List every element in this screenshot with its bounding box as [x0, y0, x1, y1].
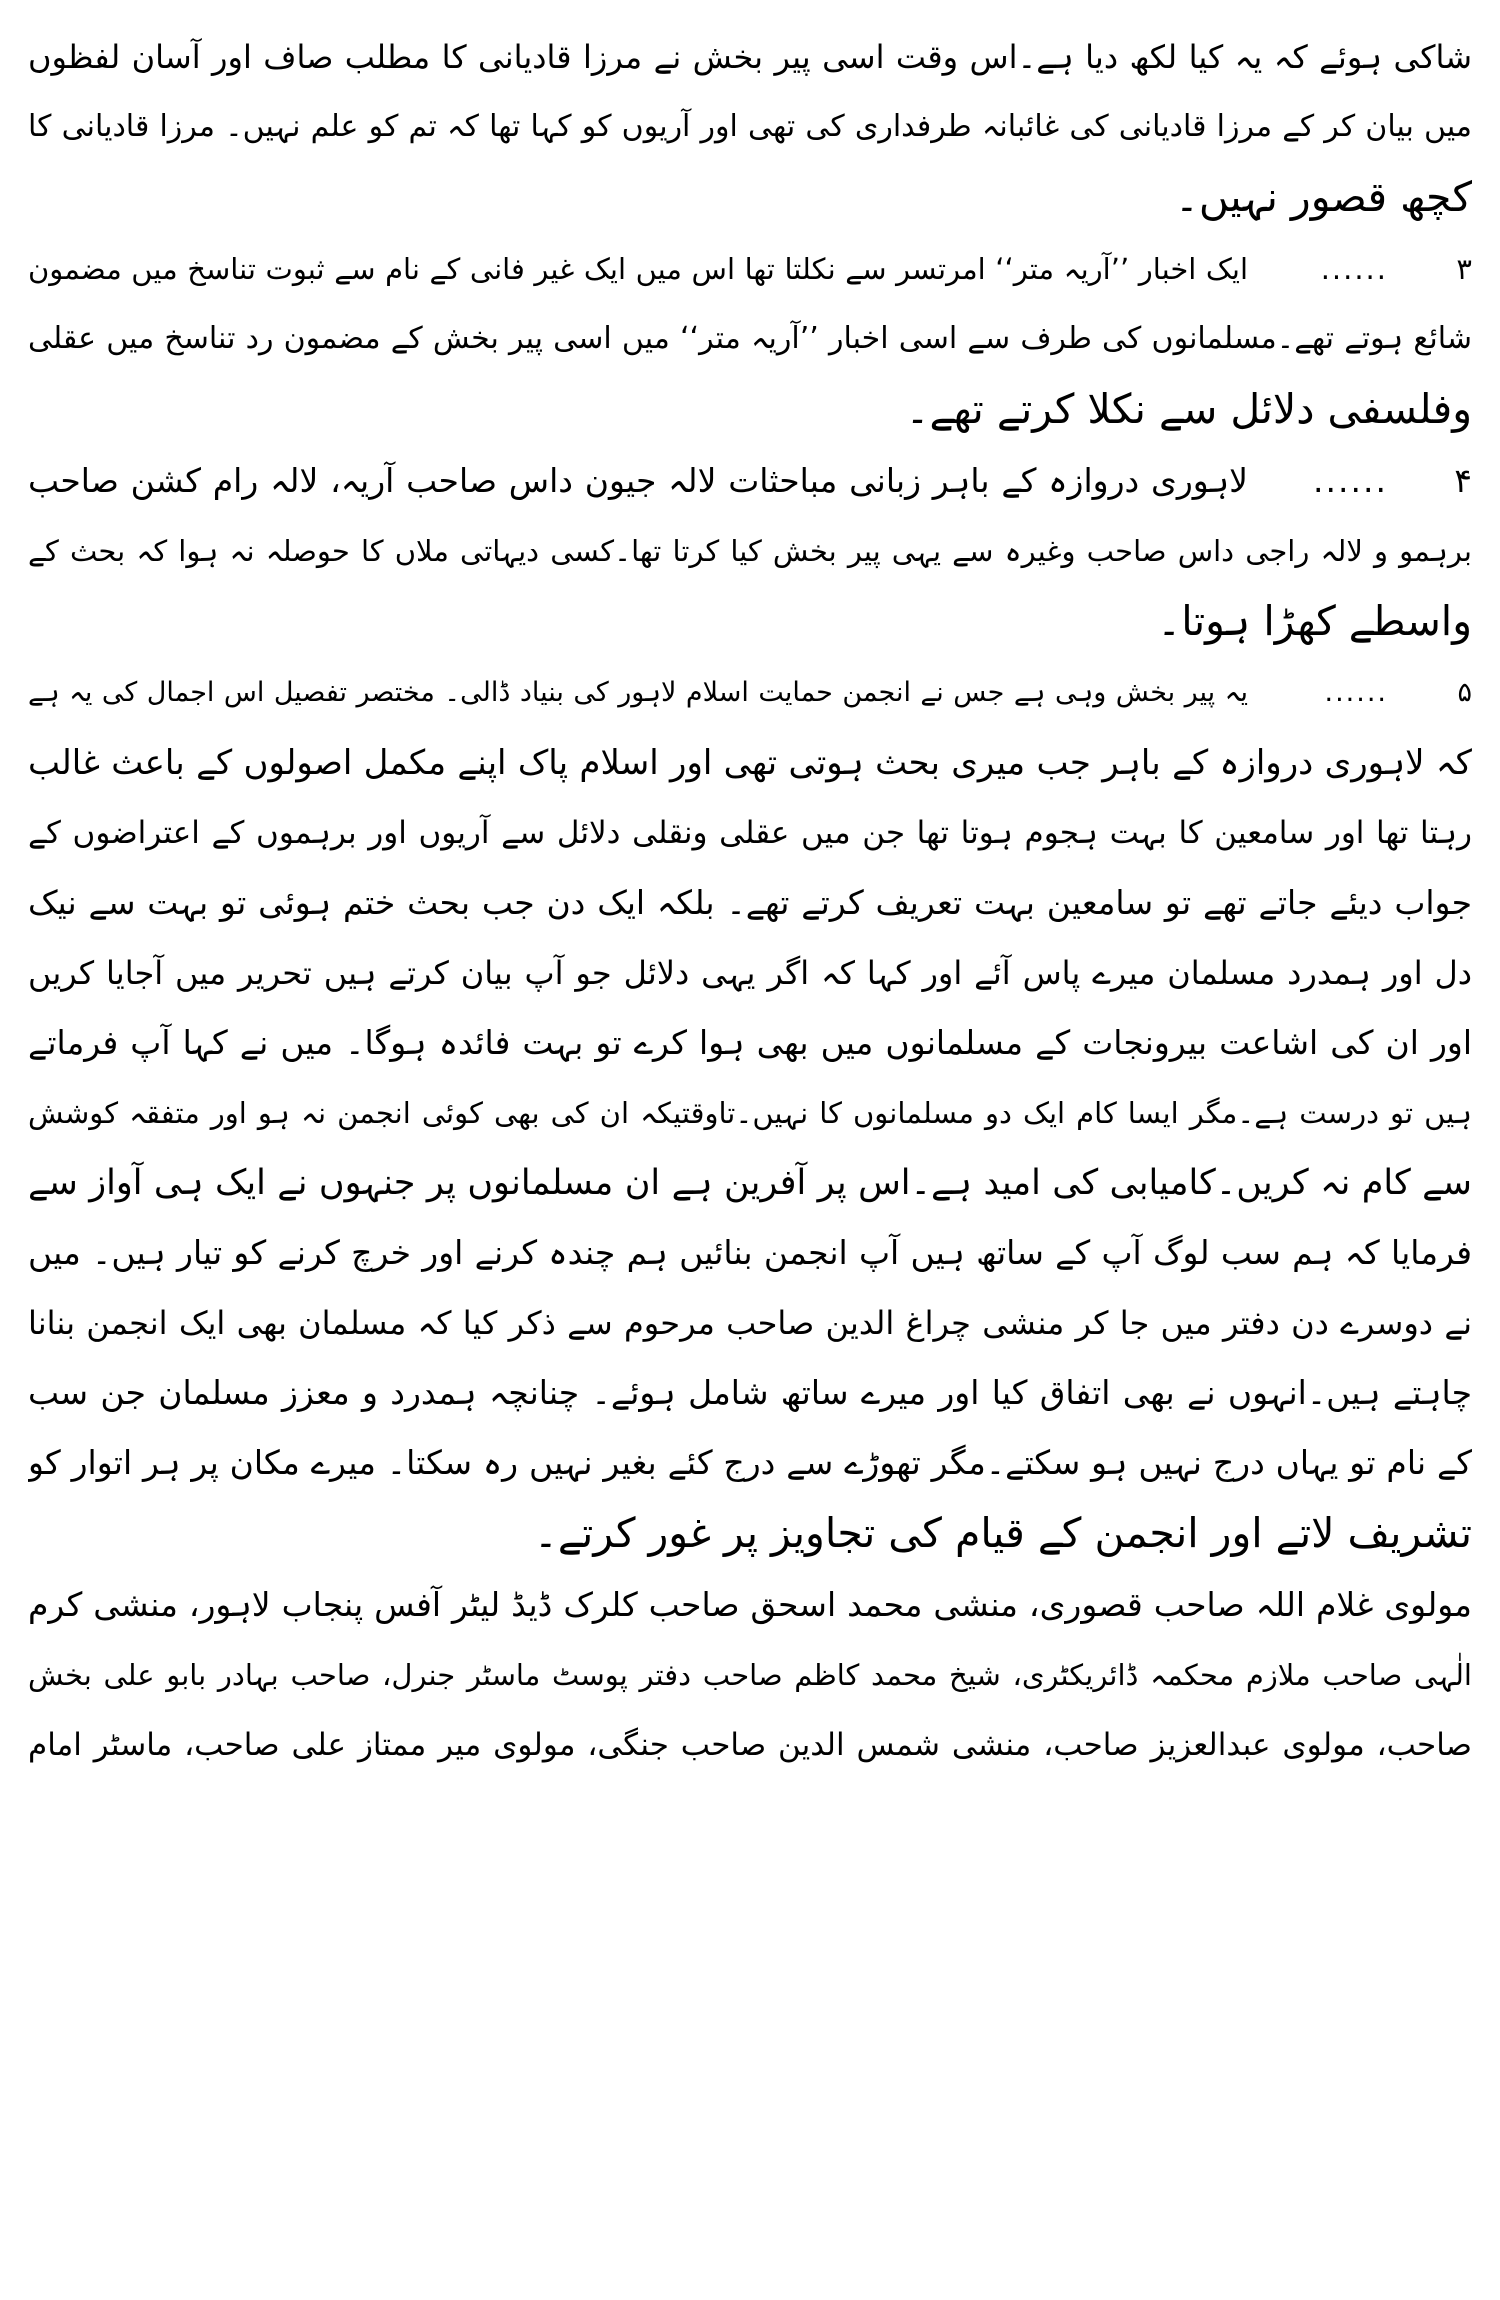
paragraph-4-line-1-text: لاہوری دروازہ کے باہر زبانی مباحثات لالہ جیون داس صاحب آریہ، لالہ رام کشن صاحب	[28, 461, 1248, 500]
paragraph-1-line-2: میں بیان کر کے مرزا قادیانی کی غائبانہ طرفداری کی تھی اور آریوں کو کہا تھا کہ تم کو علم نہیں۔ مرزا قادیانی کا	[28, 109, 1472, 144]
paragraph-4-line-1	[28, 446, 1472, 516]
paragraph-5-line-10: نے دوسرے دن دفتر میں جا کر منشی چراغ الدین صاحب مرحوم سے ذکر کیا کہ مسلمان بھی ایک انجمن بنانا	[28, 1304, 1472, 1342]
paragraph-5-line-12: کے نام تو یہاں درج نہیں ہو سکتے۔مگر تھوڑے سے درج کئے بغیر نہیں رہ سکتا۔ میرے مکان پر ہر اتوار کو	[28, 1443, 1472, 1482]
paragraph-1-line-1: شاکی ہوئے کہ یہ کیا لکھ دیا ہے۔اس وقت اسی پیر بخش نے مرزا قادیانی کا مطلب صاف اور آسان لفظوں	[28, 38, 1472, 76]
paragraph-5-line-9: فرمایا کہ ہم سب لوگ آپ کے ساتھ ہیں آپ انجمن بنائیں ہم چندہ کرنے اور خرچ کرنے کو تیار ہیں۔ میں	[28, 1233, 1472, 1272]
paragraph-5-line-4: جواب دیئے جاتے تھے تو سامعین بہت تعریف کرتے تھے۔ بلکہ ایک دن جب بحث ختم ہوئی تو بہت سے نیک	[28, 883, 1472, 922]
paragraph-5-line-3: رہتا تھا اور سامعین کا بہت ہجوم ہوتا تھا جن میں عقلی ونقلی دلائل سے آریوں اور برہموں کے اعتراضوں کے	[28, 815, 1472, 851]
paragraph-5-line-13: تشریف لاتے اور انجمن کے قیام کی تجاویز پر غور کرتے۔	[533, 1509, 1472, 1557]
paragraph-5-line-11: چاہتے ہیں۔انہوں نے بھی اتفاق کیا اور میرے ساتھ شامل ہوئے۔ چنانچہ ہمدرد و معزز مسلمان جن سب	[28, 1373, 1472, 1412]
paragraph-3-dots: ......	[1320, 252, 1388, 286]
paragraph-4-line-2: برہمو و لالہ راجی داس صاحب وغیرہ سے یہی پیر بخش کیا کرتا تھا۔کسی دیہاتی ملاں کا حوصلہ نہ ہوا کہ بحث کے	[28, 534, 1472, 568]
names-paragraph-line-3: صاحب، مولوی عبدالعزیز صاحب، منشی شمس الدین صاحب جنگی، مولوی میر ممتاز علی صاحب، ماسٹر امام	[28, 1727, 1472, 1763]
paragraph-5-line-2: کہ لاہوری دروازہ کے باہر جب میری بحث ہوتی تھی اور اسلام پاک اپنے مکمل اصولوں کے باعث غالب	[28, 743, 1472, 783]
paragraph-5-number: ۵	[1457, 677, 1472, 708]
paragraph-5-line-7: ہیں تو درست ہے۔مگر ایسا کام ایک دو مسلمانوں کا نہیں۔تاوقتیکہ ان کی بھی کوئی انجمن نہ ہو اور متفقہ کوشش	[28, 1096, 1472, 1130]
paragraph-3-number: ۳	[1456, 252, 1472, 286]
names-paragraph-line-1: مولوی غلام اللہ صاحب قصوری، منشی محمد اسحق صاحب کلرک ڈیڈ لیٹر آفس پنجاب لاہور، منشی کرم	[28, 1585, 1472, 1624]
paragraph-5-dots: ......	[1324, 677, 1388, 708]
names-paragraph-line-2: الٰہی صاحب ملازم محکمہ ڈائریکٹری، شیخ محمد کاظم صاحب دفتر پوسٹ ماسٹر جنرل، صاحب بہادر بابو علی بخش	[28, 1658, 1472, 1692]
paragraph-5-line-6: اور ان کی اشاعت بیرونجات کے مسلمانوں میں بھی ہوا کرے تو بہت فائدہ ہوگا۔ میں نے کہا آپ فرماتے	[28, 1023, 1472, 1062]
paragraph-3-line-1-text: ایک اخبار ’’آریہ متر‘‘ امرتسر سے نکلتا تھا اس میں ایک غیر فانی کے نام سے ثبوت تناسخ میں مضمون	[28, 252, 1248, 286]
paragraph-5-line-1-text: یہ پیر بخش وہی ہے جس نے انجمن حمایت اسلام لاہور کی بنیاد ڈالی۔ مختصر تفصیل اس اجمال کی یہ ہے	[28, 677, 1248, 708]
paragraph-1-line-3: کچھ قصور نہیں۔	[1174, 173, 1472, 221]
paragraph-5-line-8: سے کام نہ کریں۔کامیابی کی امید ہے۔اس پر آفرین ہے ان مسلمانوں پر جنہوں نے ایک ہی آواز سے	[28, 1163, 1472, 1203]
paragraph-3-line-1	[28, 234, 1472, 304]
paragraph-4-dots: ......	[1313, 461, 1388, 500]
paragraph-4-number: ۴	[1454, 461, 1472, 500]
paragraph-3-line-3: وفلسفی دلائل سے نکلا کرتے تھے۔	[905, 385, 1472, 433]
paragraph-3-line-2: شائع ہوتے تھے۔مسلمانوں کی طرف سے اسی اخبار ’’آریہ متر‘‘ میں اسی پیر بخش کے مضمون رد تناسخ میں عقلی	[28, 321, 1472, 356]
document-page	[28, 22, 1472, 2278]
paragraph-5-line-5: دل اور ہمدرد مسلمان میرے پاس آئے اور کہا کہ اگر یہی دلائل جو آپ بیان کرتے ہیں تحریر میں آجایا کریں	[28, 954, 1472, 992]
paragraph-4-line-3: واسطے کھڑا ہوتا۔	[1157, 597, 1472, 645]
paragraph-5-line-1	[28, 658, 1472, 728]
